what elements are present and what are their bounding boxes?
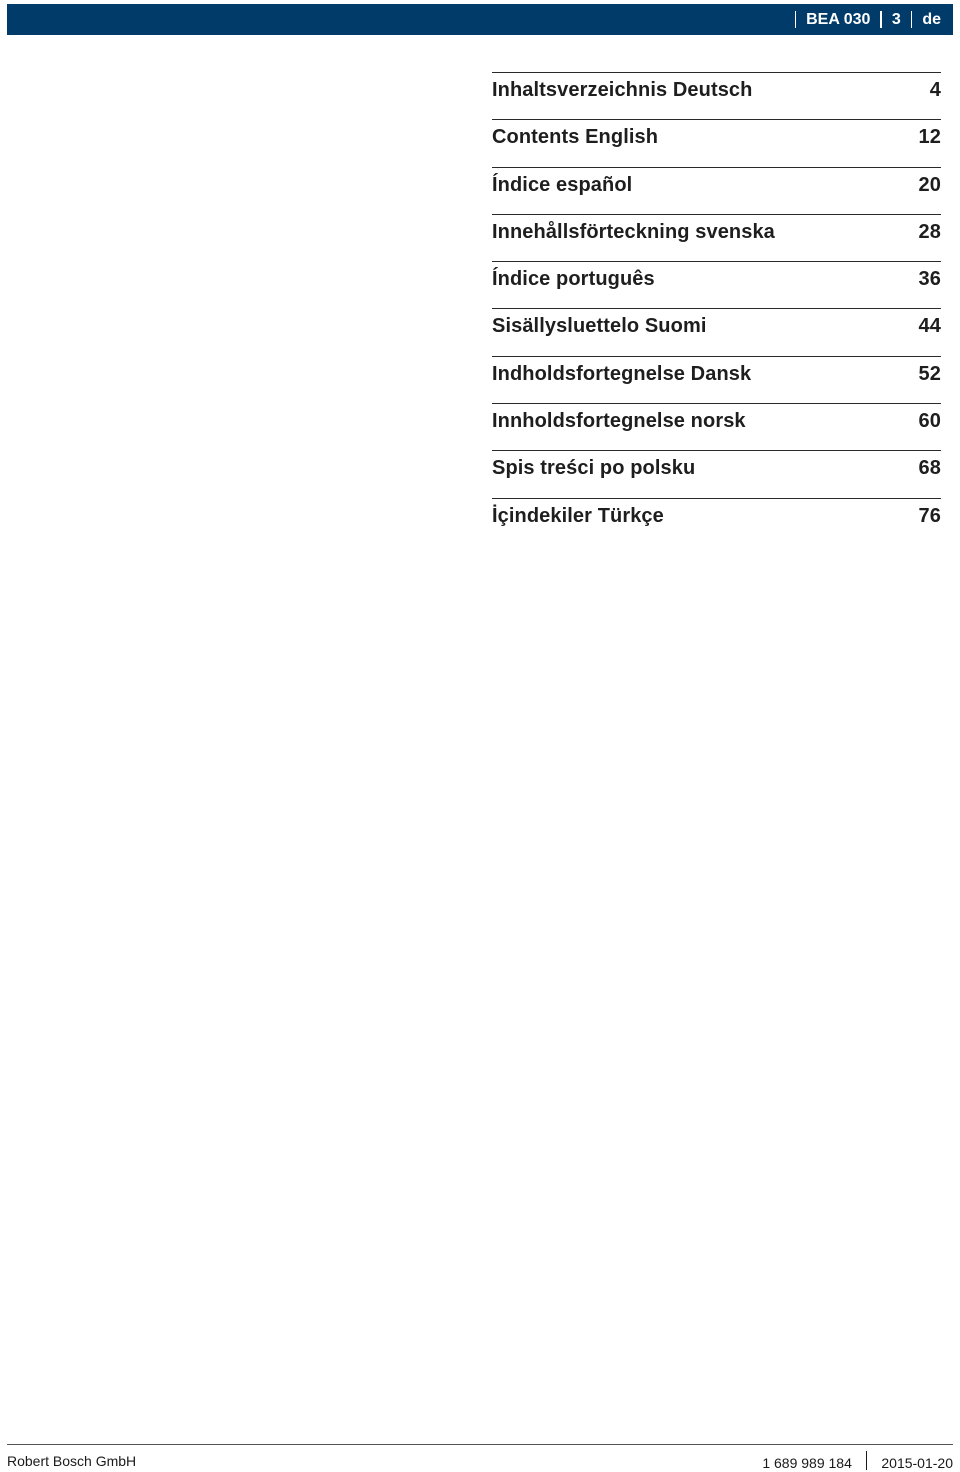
toc-entry-page: 52	[918, 362, 941, 385]
footer	[7, 1452, 953, 1472]
toc-entry-page: 20	[918, 173, 941, 196]
toc-entry-title: Spis treści po polsku	[492, 457, 696, 480]
header-info	[795, 4, 941, 35]
footer-date: 2015-01-20	[881, 1454, 953, 1471]
toc-entry-title: Índice português	[492, 268, 655, 291]
toc-entry-title: Inhaltsverzeichnis Deutsch	[492, 79, 753, 101]
toc-entry[interactable]	[492, 498, 941, 544]
toc-entry[interactable]	[492, 308, 941, 354]
footer-part-number: 1 689 989 184	[762, 1454, 852, 1471]
header-bar	[7, 4, 953, 35]
header-separator	[795, 11, 797, 28]
toc-entry-title: Contents English	[492, 126, 659, 149]
toc-entry-title: Innehållsförteckning svenska	[492, 220, 775, 243]
toc-entry[interactable]	[492, 119, 941, 165]
footer-company: Robert Bosch GmbH	[7, 1453, 137, 1469]
toc-entry-page: 12	[918, 126, 941, 149]
header-page-number: 3	[891, 10, 901, 28]
toc-entry-title: Indholdsfortegnelse Dansk	[492, 362, 752, 385]
toc-entry[interactable]	[492, 450, 941, 496]
toc-entry-page: 60	[918, 410, 941, 433]
toc-entry-page: 44	[918, 315, 941, 338]
toc-entry[interactable]	[492, 214, 941, 260]
toc-entry-title: Sisällysluettelo Suomi	[492, 315, 707, 338]
toc-entry[interactable]	[492, 356, 941, 402]
toc-entry-page: 28	[918, 220, 941, 243]
footer-divider	[7, 1444, 953, 1445]
header-model: BEA 030	[806, 10, 871, 28]
toc-entry[interactable]	[492, 72, 941, 118]
toc-entry-title: Índice español	[492, 173, 633, 196]
toc-entry-page: 68	[918, 457, 941, 480]
toc-entry-title: Innholdsfortegnelse norsk	[492, 410, 746, 433]
table-of-contents	[492, 72, 941, 545]
toc-entry[interactable]	[492, 261, 941, 307]
toc-entry-page: 4	[929, 79, 941, 101]
toc-entry[interactable]	[492, 403, 941, 449]
header-separator	[911, 11, 913, 28]
header-separator	[880, 11, 882, 28]
toc-entry-title: İçindekiler Türkçe	[492, 504, 664, 527]
toc-entry-page: 36	[918, 268, 941, 291]
toc-entry[interactable]	[492, 167, 941, 213]
toc-entry-page: 76	[918, 504, 941, 527]
header-language: de	[922, 10, 941, 28]
footer-meta	[762, 1453, 953, 1472]
footer-separator	[866, 1451, 868, 1470]
